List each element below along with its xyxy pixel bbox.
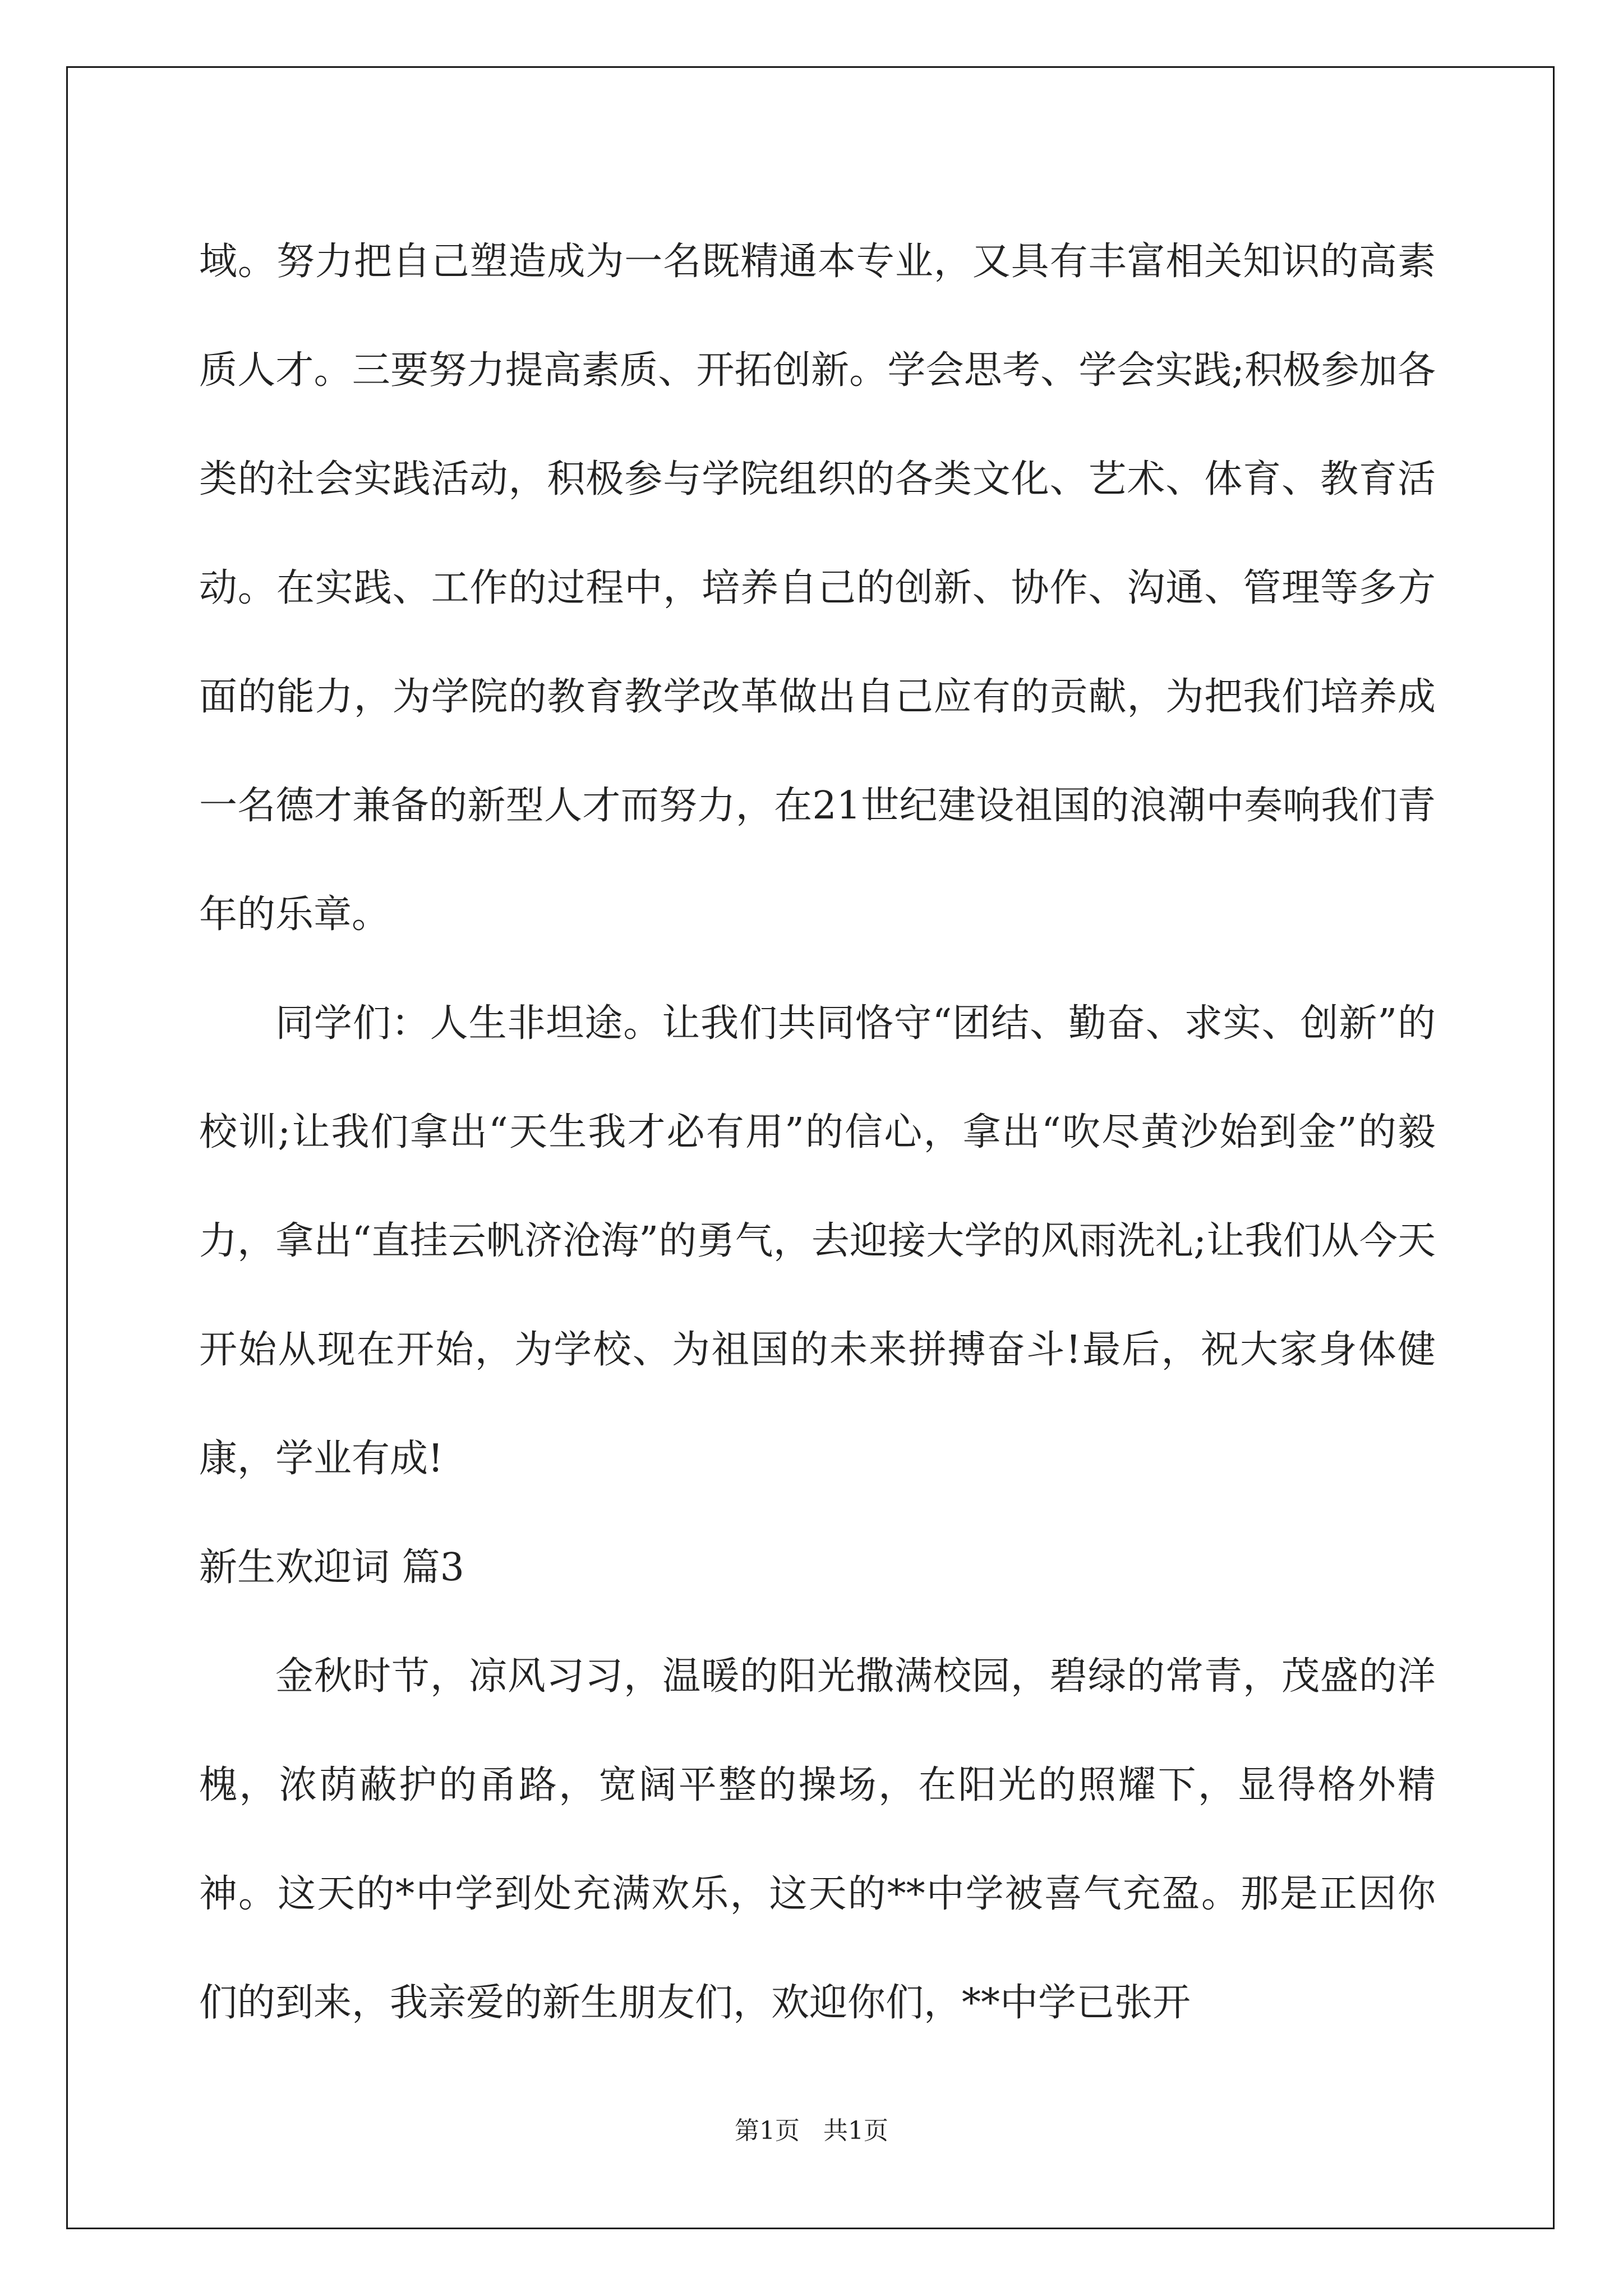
paragraph-continuation: 域。努力把自己塑造成为一名既精通本专业，又具有丰富相关知识的高素质人才。三要努力提高素质、开拓创新。学会思考、学会实践;积极参加各类的社会实践活动，积极参与学院组织的各类文化、艺术、体育、教育活动。在实践、工作的过程中，培养自己的创新、协作、沟通、管理等多方面的能力，为学院的教育教学改革做出自己应有的贡献，为把我们培养成一名德才兼备的新型人才而努力，在21世纪建设祖国的浪潮中奏响我们青年的乐章。 — [199, 240, 1436, 937]
paragraph-section-3-intro: 金秋时节，凉风习习，温暖的阳光撒满校园，碧绿的常青，茂盛的洋槐，浓荫蔽护的甬路，宽阔平整的操场，在阳光的照耀下，显得格外精神。这天的*中学到处充满欢乐，这天的**中学被喜气充盈。那是正因你们的到来，我亲爱的新生朋友们，欢迎你们，**中学已张开 — [199, 1654, 1436, 2025]
paragraph-closing-remarks: 同学们：人生非坦途。让我们共同恪守“团结、勤奋、求实、创新”的校训;让我们拿出“天生我才必有用”的信心，拿出“吹尽黄沙始到金”的毅力，拿出“直挂云帆济沧海”的勇气，去迎接大学的风雨洗礼;让我们从今天开始从现在开始，为学校、为祖国的未来拼搏奋斗!最后，祝大家身体健康，学业有成! — [199, 1001, 1436, 1481]
page-total-label: 共1页 — [823, 2116, 888, 2145]
page-number-label: 第1页 — [735, 2116, 800, 2145]
page-footer — [0, 2110, 1623, 2146]
document-body — [199, 208, 1436, 2058]
section-heading: 新生欢迎词 篇3 — [199, 1545, 464, 1590]
